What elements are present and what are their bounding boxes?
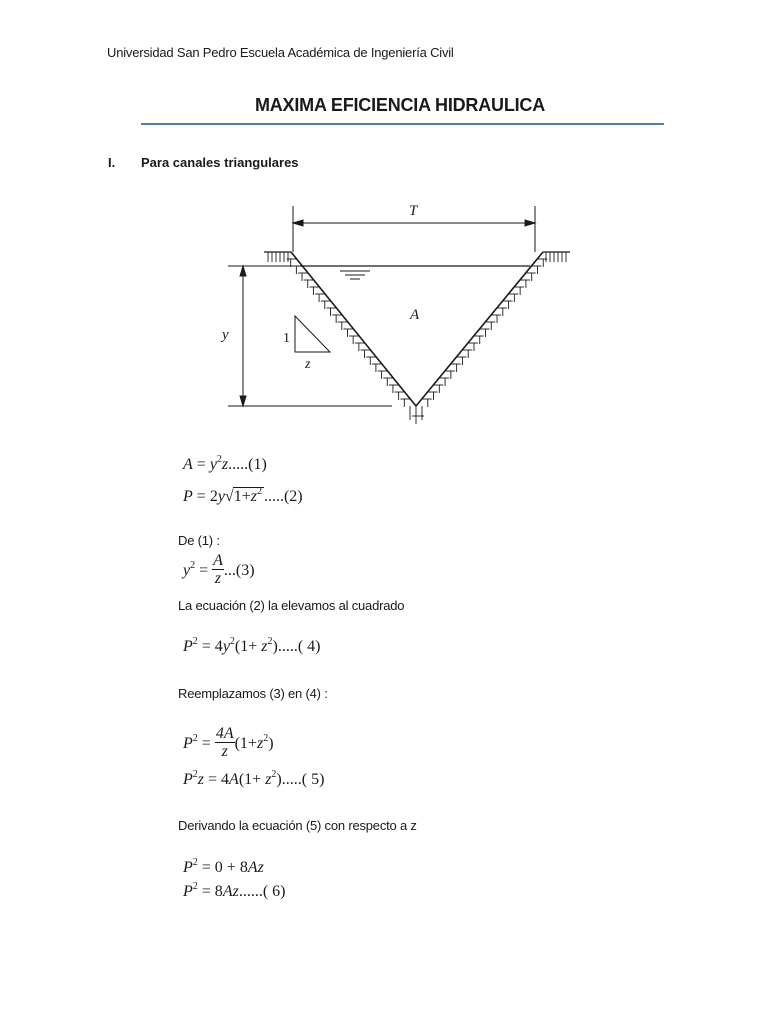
eq4-lhs: P bbox=[183, 638, 193, 655]
eq4-y: y bbox=[222, 638, 230, 655]
eq1-equals: = bbox=[196, 456, 206, 473]
sqrt-symbol: √ bbox=[224, 488, 234, 505]
label-z: z bbox=[305, 357, 311, 372]
eq5a-close: ) bbox=[268, 735, 274, 753]
eq4-exp3: 2 bbox=[267, 636, 273, 647]
equation-6b bbox=[183, 883, 285, 901]
label-t: T bbox=[409, 203, 418, 219]
eq5a-exp: 2 bbox=[192, 733, 198, 745]
section-title: Para canales triangulares bbox=[141, 155, 299, 170]
page-title: MAXIMA EFICIENCIA HIDRAULICA bbox=[254, 95, 546, 115]
eq1-y: y bbox=[209, 456, 217, 473]
eq2-rad: 1+ bbox=[233, 488, 251, 505]
eq2-coef: 2 bbox=[209, 488, 218, 505]
text-square-equation: La ecuación (2) la elevamos al cuadrado bbox=[178, 598, 405, 613]
eq6b-a: Az bbox=[222, 883, 239, 900]
eq6b-lhs: P bbox=[183, 883, 193, 900]
eq5a-z: z bbox=[256, 735, 264, 753]
eq1-z: z bbox=[221, 456, 229, 473]
label-y: y bbox=[222, 327, 229, 343]
eq3-den: z bbox=[214, 570, 222, 587]
eq5b-exp2: 2 bbox=[271, 769, 277, 780]
eq4-tail: ).....( 4) bbox=[272, 638, 321, 655]
eq5a-num: 4A bbox=[215, 725, 234, 742]
slope-triangle bbox=[295, 316, 330, 352]
page-header: Universidad San Pedro Escuela Académica de Ingeniería Civil bbox=[107, 45, 454, 60]
equation-6a bbox=[183, 859, 264, 877]
eq1-lhs: A bbox=[183, 456, 193, 473]
eq6a-a: Az bbox=[247, 859, 264, 876]
eq6b-exp: 2 bbox=[192, 881, 198, 892]
eq4-exp: 2 bbox=[192, 636, 198, 647]
eq3-y: y bbox=[183, 562, 191, 580]
eq5b-tail: ).....( 5) bbox=[276, 771, 325, 788]
eq5a-equals: = bbox=[201, 735, 211, 753]
eq5b-z: z bbox=[197, 771, 205, 788]
section-number: I. bbox=[108, 155, 116, 170]
eq5a-exp2: 2 bbox=[263, 733, 269, 745]
eq2-y: y bbox=[217, 488, 225, 505]
eq5a-fraction bbox=[215, 725, 235, 760]
triangular-channel-diagram bbox=[0, 0, 768, 440]
equation-4 bbox=[183, 638, 321, 656]
eq4-equals: = 4 bbox=[201, 638, 223, 655]
text-derive: Derivando la ecuación (5) con respecto a z bbox=[178, 818, 417, 833]
eq5a-lhs: P bbox=[183, 735, 193, 753]
t-arrow-right bbox=[525, 220, 535, 226]
eq6a-exp: 2 bbox=[192, 857, 198, 868]
eq5b-lhs: P bbox=[183, 771, 193, 788]
eq3-equals: = bbox=[199, 562, 209, 580]
eq6a-lhs: P bbox=[183, 859, 193, 876]
eq5a-den: z bbox=[221, 743, 228, 760]
eq3-fraction bbox=[212, 552, 224, 587]
eq2-equals: = bbox=[196, 488, 206, 505]
text-de-1: De (1) : bbox=[178, 533, 220, 548]
label-one: 1 bbox=[283, 331, 290, 346]
y-arrow-top bbox=[240, 266, 246, 276]
eq2-lhs: P bbox=[183, 488, 193, 505]
eq2-exp: 2 bbox=[256, 486, 262, 497]
eq5b-a: A bbox=[229, 771, 239, 788]
label-a: A bbox=[410, 307, 420, 323]
eq3-tail: ...(3) bbox=[223, 562, 255, 580]
t-arrow-left bbox=[293, 220, 303, 226]
eq2-z: z bbox=[250, 488, 257, 505]
eq1-tail: .....(1) bbox=[228, 456, 267, 473]
eq3-num: A bbox=[213, 552, 223, 569]
eq5b-exp: 2 bbox=[192, 769, 198, 780]
equation-5b bbox=[183, 771, 324, 789]
eq5b-z2: z bbox=[265, 771, 272, 788]
eq5b-open: (1+ bbox=[238, 771, 266, 788]
eq6b-rhs: = 8 bbox=[201, 883, 223, 900]
equation-1 bbox=[183, 456, 267, 474]
eq4-exp2: 2 bbox=[229, 636, 235, 647]
eq5b-equals: = 4 bbox=[208, 771, 230, 788]
y-arrow-bottom bbox=[240, 396, 246, 406]
eq2-radicand bbox=[233, 487, 264, 505]
eq6b-tail: ......( 6) bbox=[238, 883, 286, 900]
eq5a-open: (1+ bbox=[234, 735, 257, 753]
eq2-tail: .....(2) bbox=[263, 488, 303, 505]
equation-3 bbox=[183, 554, 255, 589]
eq4-z: z bbox=[261, 638, 268, 655]
eq6a-rhs: = 0 + 8 bbox=[201, 859, 248, 876]
eq4-open: (1+ bbox=[234, 638, 262, 655]
eq3-exp: 2 bbox=[190, 560, 196, 572]
eq1-exp: 2 bbox=[216, 454, 222, 465]
text-replace: Reemplazamos (3) en (4) : bbox=[178, 686, 328, 701]
equation-5a bbox=[183, 727, 274, 762]
equation-2 bbox=[183, 487, 303, 506]
